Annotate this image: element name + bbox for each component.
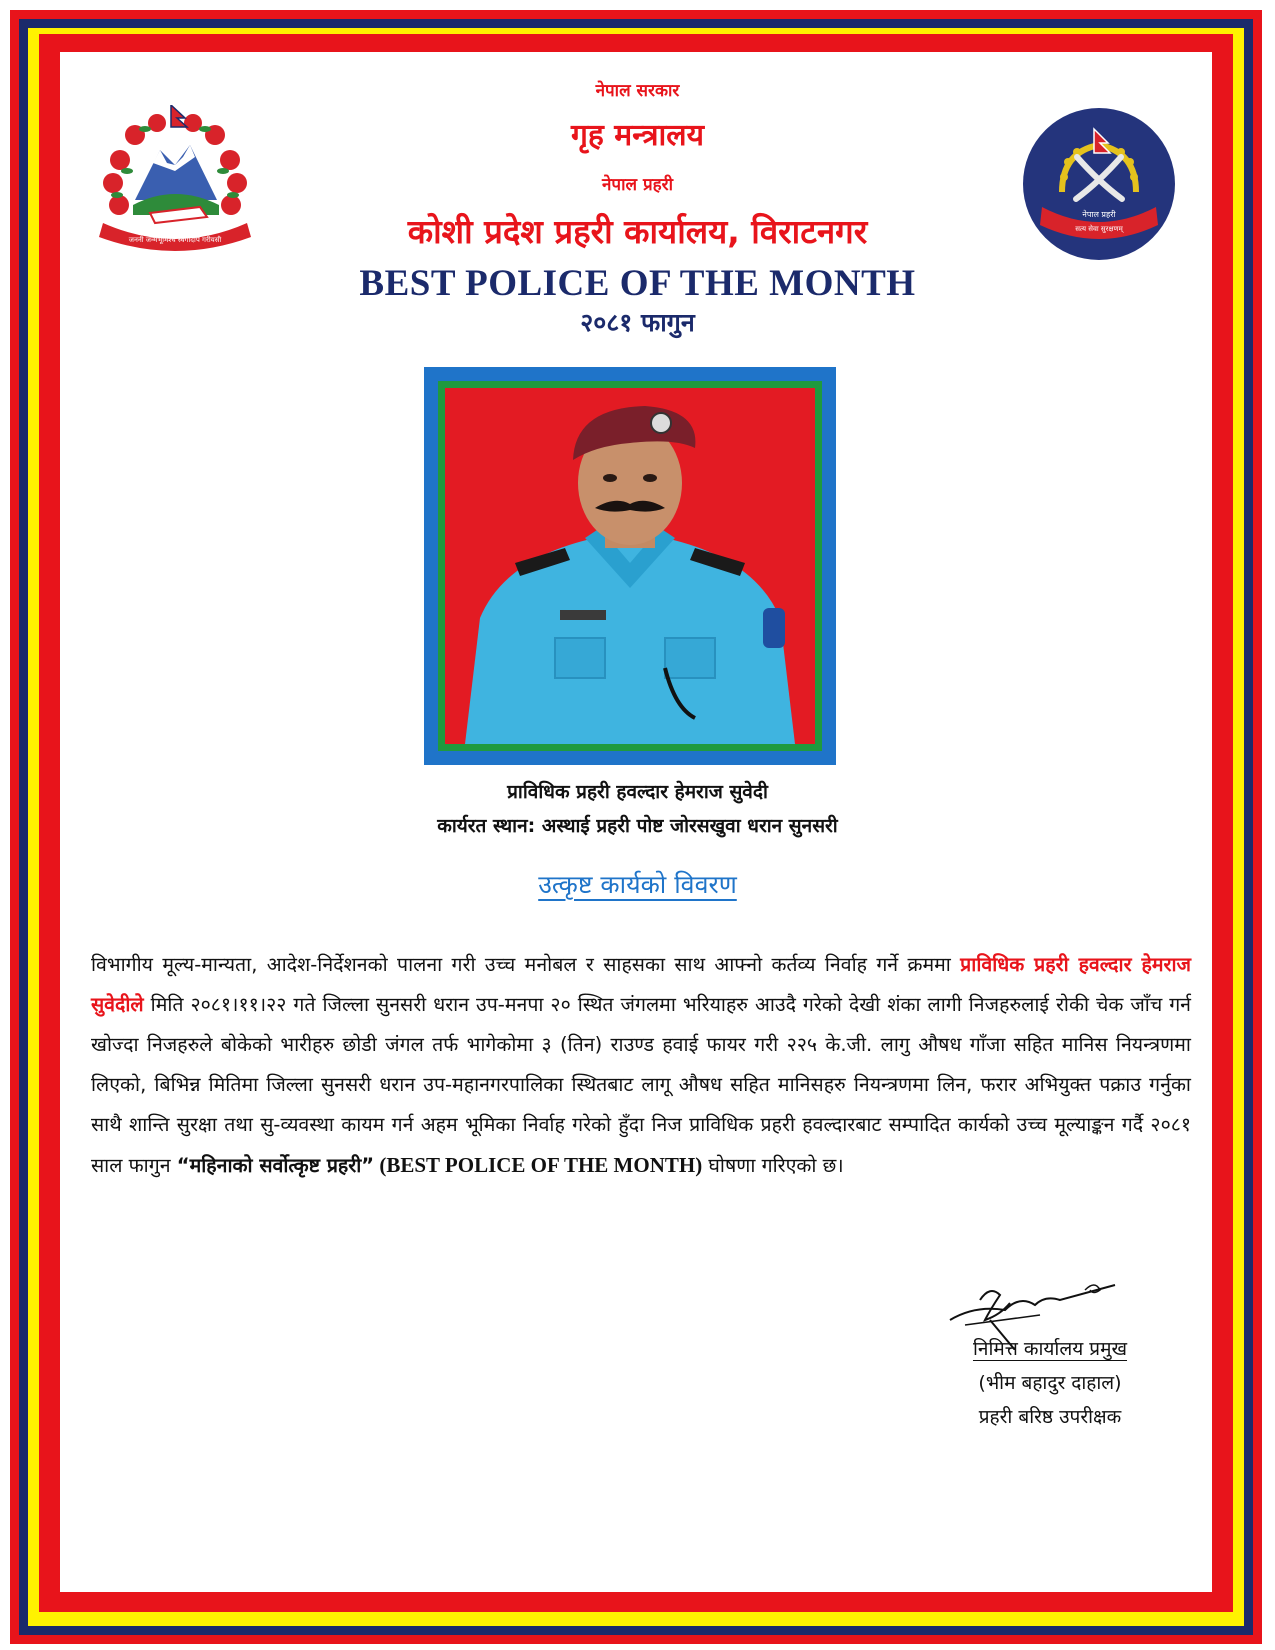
section-title: उत्कृष्ट कार्यको विवरण: [538, 870, 737, 899]
citation-text-2: मिति २०८१।११।२२ गते जिल्ला सुनसरी धरान उप-मनपा २० स्थित जंगलमा भरियाहरु आउदै गरेको देखी शंका लागी निजहरुलाई रोकी चेक जाँच गर्न खोज्दा निजहरुले बोकेको भारीहरु छोडी जंगल तर्फ भागेकोमा ३ (तिन) राउण्ड हवाई फायर गरी २२५ के.जी. लागु औषध गाँजा सहित मानिस नियन्त्रणमा लिएको, बिभिन्न मितिमा जिल्ला सुनसरी धरान उप-महानगरपालिका स्थितबाट लागू औषध सहित मानिसहरु नियन्त्रणमा लिन, फरार अभियुक्त पक्राउ गर्नुका साथै शान्ति सुरक्षा तथा सु-व्यवस्था कायम गर्न अहम भूमिका निर्वाह गरेको हुँदा निज प्राविधिक प्रहरी हवल्दारबाट सम्पादित कार्यको उच्च मूल्याङ्कन गर्दै २०८१ साल फागुन: [91, 993, 1191, 1177]
signatory-name: (भीम बहादुर दाहाल): [978, 1372, 1122, 1394]
citation-award-quote: “महिनाको सर्वोत्कृष्ट प्रहरी”: [176, 1154, 375, 1177]
ministry-title: गृह मन्त्रालय: [570, 118, 705, 153]
signatory-title: निमित्त कार्यालय प्रमुख: [972, 1338, 1128, 1360]
office-title: कोशी प्रदेश प्रहरी कार्यालय, विराटनगर: [407, 212, 868, 251]
police-logo-motto: सत्य सेवा सुरक्षणम्: [1075, 225, 1123, 233]
award-date: २०८१ फागुन: [580, 308, 695, 337]
government-label: नेपाल सरकार: [595, 81, 680, 101]
citation-award-english: (BEST POLICE OF THE MONTH): [374, 1153, 703, 1177]
citation-text-1: विभागीय मूल्य-मान्यता, आदेश-निर्देशनको पालना गरी उच्च मनोबल र साहसका साथ आफ्नो कर्तव्य निर्वाह गर्ने क्रममा: [91, 953, 961, 976]
photo-frame: [424, 367, 836, 765]
police-logo-text: नेपाल प्रहरी: [1082, 210, 1116, 219]
officer-workplace: कार्यरत स्थान: अस्थाई प्रहरी पोष्ट जोरसखुवा धरान सुनसरी: [437, 815, 838, 837]
award-title: BEST POLICE OF THE MONTH: [359, 263, 916, 304]
citation-officer-highlight: प्राविधिक प्रहरी हवल्दार हेमराज सुवेदीले: [91, 953, 1191, 1016]
police-label: नेपाल प्रहरी: [602, 175, 673, 195]
signature-block: [920, 1335, 1180, 1429]
signatory-rank: प्रहरी बरिष्ठ उपरीक्षक: [978, 1406, 1122, 1428]
emblem-motto: जननी जन्मभूमिश्च स्वर्गादपि गरीयसी: [128, 236, 222, 244]
officer-name: प्राविधिक प्रहरी हवल्दार हेमराज सुवेदी: [507, 781, 768, 803]
photo-border-green: [438, 381, 822, 751]
citation-paragraph: [91, 945, 1191, 1186]
citation-text-3: घोषणा गरिएको छ।: [702, 1154, 844, 1177]
officer-portrait-icon: [445, 388, 815, 744]
